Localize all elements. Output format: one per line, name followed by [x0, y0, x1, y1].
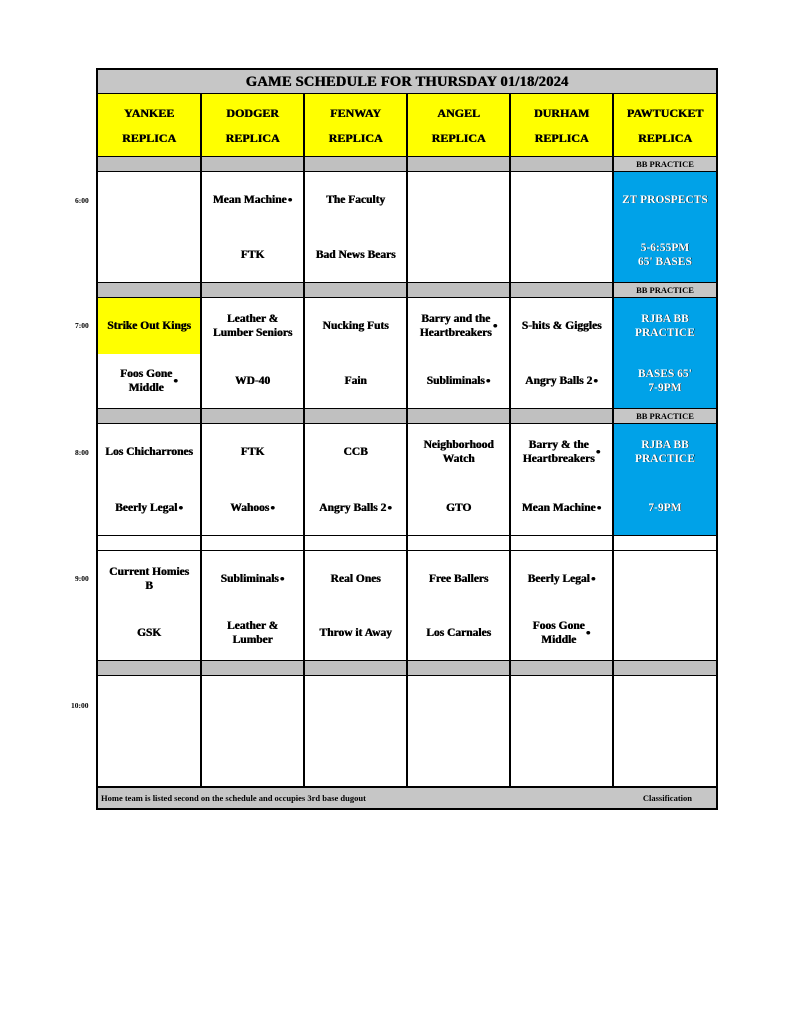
home-team [98, 227, 200, 282]
field-subtitle: REPLICA [121, 130, 176, 145]
field-header-angel [408, 94, 509, 156]
game-cell [98, 551, 200, 660]
field-name: FENWAY [330, 105, 381, 120]
separator-row [511, 283, 612, 297]
game-cell [511, 676, 612, 786]
game-cell [305, 172, 406, 282]
home-team: GTO [408, 480, 509, 535]
bb-practice-label: BB PRACTICE [614, 409, 716, 423]
game-cell [408, 298, 509, 408]
time-label-8: 8:00 [75, 448, 89, 457]
marker-icon: ● [596, 502, 602, 512]
game-cell [202, 424, 303, 535]
home-team: Throw it Away [305, 606, 406, 660]
game-cell [511, 551, 612, 660]
separator-row [305, 283, 406, 297]
away-team: Subliminals ● [202, 551, 303, 606]
away-team: CCB [305, 424, 406, 480]
home-team: Fain [305, 354, 406, 408]
home-team: Beerly Legal ● [98, 480, 200, 535]
field-header-dodger [202, 94, 303, 156]
separator-row [305, 157, 406, 171]
home-team [511, 227, 612, 282]
home-team: Angry Balls 2 ● [511, 354, 612, 408]
footer-classification: Classification [642, 793, 692, 803]
away-team: Nucking Futs [305, 298, 406, 354]
away-team: Barry & the Heartbreakers ● [511, 424, 612, 480]
game-cell [305, 551, 406, 660]
bb-practice-label: BB PRACTICE [614, 283, 716, 297]
game-cell [98, 424, 200, 535]
schedule-table [96, 68, 718, 810]
away-team: ZT PROSPECTS [614, 172, 716, 227]
footer-note: Home team is listed second on the schedule and occupies 3rd base dugout [101, 793, 366, 803]
marker-icon: ● [387, 502, 392, 512]
field-header-pawtucket [614, 94, 716, 156]
away-team: Real Ones [305, 551, 406, 606]
home-team: Mean Machine ● [511, 480, 612, 535]
field-subtitle: REPLICA [225, 130, 280, 145]
away-team: Current Homies B [98, 551, 200, 606]
away-team [614, 676, 716, 732]
away-team [408, 676, 509, 732]
game-cell [305, 298, 406, 408]
away-team: S-hits & Giggles [511, 298, 612, 354]
separator-row [98, 536, 200, 550]
home-team: Bad News Bears [305, 227, 406, 282]
away-team: The Faculty [305, 172, 406, 227]
separator-row [98, 157, 200, 171]
separator-row [408, 157, 509, 171]
game-cell [511, 424, 612, 535]
field-name: YANKEE [123, 105, 175, 120]
field-subtitle: REPLICA [534, 130, 589, 145]
home-team: 5-6:55PM 65' BASES [614, 227, 716, 282]
away-team [511, 676, 612, 732]
home-team: GSK [98, 606, 200, 660]
separator-row [202, 283, 303, 297]
separator-row [98, 409, 200, 423]
game-cell [305, 424, 406, 535]
game-cell [408, 676, 509, 786]
marker-icon: ● [270, 502, 275, 512]
marker-icon: ● [279, 573, 285, 583]
away-team: RJBA BB PRACTICE [614, 298, 716, 354]
marker-icon: ● [595, 447, 601, 456]
home-team [408, 732, 509, 786]
away-team [511, 172, 612, 227]
marker-icon: ● [178, 502, 184, 512]
home-team [202, 732, 303, 786]
field-subtitle: REPLICA [328, 130, 383, 145]
field-subtitle: REPLICA [431, 130, 486, 145]
separator-row [511, 157, 612, 171]
field-header-fenway [305, 94, 406, 156]
time-label-10: 10:00 [71, 701, 89, 710]
separator-row [98, 661, 200, 675]
home-team [614, 606, 716, 660]
game-cell [98, 298, 200, 408]
separator-row [408, 409, 509, 423]
home-team: FTK [202, 227, 303, 282]
home-team [98, 732, 200, 786]
field-header-durham [511, 94, 612, 156]
footer-bar [98, 788, 716, 808]
separator-row [511, 409, 612, 423]
away-team: Barry and the Heartbreakers ● [408, 298, 509, 354]
marker-icon: ● [593, 376, 598, 385]
away-team [202, 676, 303, 732]
home-team [614, 732, 716, 786]
time-label-7: 7:00 [75, 321, 89, 330]
separator-row [305, 536, 406, 550]
separator-row [511, 661, 612, 675]
home-team [511, 732, 612, 786]
home-team: Angry Balls 2 ● [305, 480, 406, 535]
home-team: Foos Gone Middle ● [98, 354, 200, 408]
schedule-title: GAME SCHEDULE FOR THURSDAY 01/18/2024 [98, 70, 716, 93]
marker-icon: ● [485, 376, 491, 385]
game-cell [408, 551, 509, 660]
field-header-yankee [98, 94, 200, 156]
separator-row [511, 536, 612, 550]
home-team: WD-40 [202, 354, 303, 408]
home-team: Los Carnales [408, 606, 509, 660]
away-team: Los Chicharrones [98, 424, 200, 480]
game-cell [202, 676, 303, 786]
marker-icon: ● [492, 321, 498, 330]
separator-row [202, 409, 303, 423]
separator-row [408, 536, 509, 550]
home-team: Wahoos ● [202, 480, 303, 535]
away-team: Mean Machine ● [202, 172, 303, 227]
game-cell [614, 172, 716, 282]
game-cell [511, 298, 612, 408]
field-name: DURHAM [533, 105, 590, 120]
home-team [305, 732, 406, 786]
separator-row [305, 409, 406, 423]
marker-icon: ● [287, 194, 293, 204]
separator-row [202, 157, 303, 171]
away-team: RJBA BB PRACTICE [614, 424, 716, 480]
home-team: Subliminals ● [408, 354, 509, 408]
home-team: BASES 65' 7-9PM [614, 354, 716, 408]
away-team [614, 551, 716, 606]
game-cell [202, 551, 303, 660]
away-team: Leather & Lumber Seniors [202, 298, 303, 354]
field-subtitle: REPLICA [637, 130, 692, 145]
home-team [408, 227, 509, 282]
separator-row [614, 536, 716, 550]
marker-icon: ● [590, 573, 596, 583]
game-cell [614, 298, 716, 408]
game-cell [614, 676, 716, 786]
marker-icon: ● [173, 376, 178, 385]
separator-row [408, 283, 509, 297]
separator-row [202, 536, 303, 550]
game-cell [202, 172, 303, 282]
home-team: Foos Gone Middle ● [511, 606, 612, 660]
away-team [98, 676, 200, 732]
away-team [408, 172, 509, 227]
separator-row [614, 661, 716, 675]
away-team: FTK [202, 424, 303, 480]
away-team: Free Ballers [408, 551, 509, 606]
field-name: PAWTUCKET [626, 105, 704, 120]
game-cell [98, 172, 200, 282]
time-label-9: 9:00 [75, 574, 89, 583]
separator-row [305, 661, 406, 675]
away-team: Beerly Legal ● [511, 551, 612, 606]
home-team: Leather & Lumber [202, 606, 303, 660]
separator-row [98, 283, 200, 297]
game-cell [408, 172, 509, 282]
game-cell [305, 676, 406, 786]
bb-practice-label: BB PRACTICE [614, 157, 716, 171]
field-name: ANGEL [437, 105, 480, 120]
away-team [98, 172, 200, 227]
game-cell [98, 676, 200, 786]
away-team [305, 676, 406, 732]
away-team: Neighborhood Watch [408, 424, 509, 480]
home-team: 7-9PM [614, 480, 716, 535]
game-cell [614, 424, 716, 535]
separator-row [408, 661, 509, 675]
field-name: DODGER [226, 105, 279, 120]
game-cell [614, 551, 716, 660]
away-team: Strike Out Kings [98, 298, 200, 354]
separator-row [202, 661, 303, 675]
time-label-6: 6:00 [75, 196, 89, 205]
game-cell [202, 298, 303, 408]
game-cell [408, 424, 509, 535]
game-cell [511, 172, 612, 282]
marker-icon: ● [585, 628, 591, 637]
